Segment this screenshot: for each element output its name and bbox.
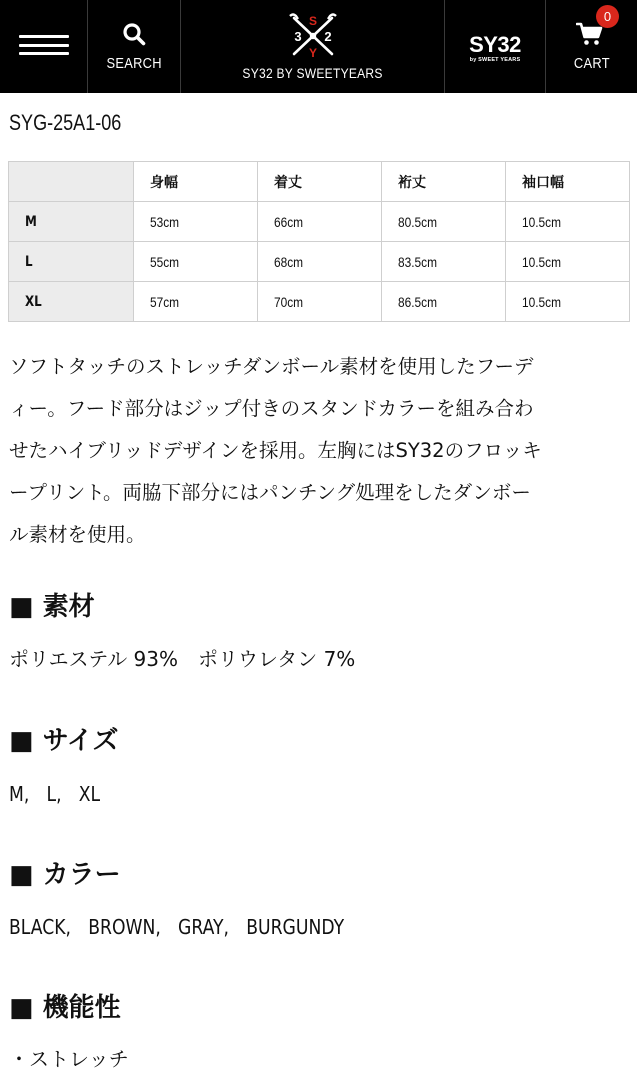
size-value: 10.5cm <box>506 282 630 322</box>
cart-count-badge: 0 <box>596 5 619 28</box>
brand-logo <box>469 34 521 63</box>
product-description <box>9 346 629 556</box>
description-line: ソフトタッチのストレッチダンボール素材を使用したフーデ <box>9 355 534 378</box>
logo-letter-top: S <box>308 13 317 28</box>
size-table <box>8 161 630 322</box>
size-label: M <box>9 202 134 242</box>
function-value: ・ストレッチ <box>9 1047 129 1071</box>
description-line: せたハイブリッドデザインを採用。左胸にはSY32のフロッキ <box>9 439 542 462</box>
site-header <box>0 0 637 93</box>
search-label: SEARCH <box>106 54 162 72</box>
color-heading: ■ カラー <box>9 860 121 890</box>
size-table-header-width: 身幅 <box>134 162 258 202</box>
material-value: ポリエステル 93% ポリウレタン 7% <box>9 647 356 671</box>
brand-logo-link[interactable] <box>445 0 546 93</box>
size-label: L <box>9 242 134 282</box>
size-value: 70cm <box>258 282 382 322</box>
table-row <box>9 202 630 242</box>
size-heading: ■ サイズ <box>9 726 119 756</box>
product-code: SYG-25A1-06 <box>9 110 122 135</box>
size-value-list: M, L, XL <box>9 782 101 806</box>
table-row <box>9 282 630 322</box>
size-value: 66cm <box>258 202 382 242</box>
logo-letter-right: 2 <box>323 28 332 44</box>
hamburger-icon <box>19 35 69 55</box>
size-value: 68cm <box>258 242 382 282</box>
size-table-header-blank <box>9 162 134 202</box>
logo-letter-left: 3 <box>293 28 302 44</box>
size-value: 53cm <box>134 202 258 242</box>
description-line: ィー。フード部分はジップ付きのスタンドカラーを組み合わ <box>9 397 534 420</box>
size-table-header-length: 着丈 <box>258 162 382 202</box>
size-value: 57cm <box>134 282 258 322</box>
logo-label: SY32 BY SWEETYEARS <box>242 64 383 81</box>
brand-logo-main: SY32 <box>469 32 521 57</box>
size-value: 10.5cm <box>506 242 630 282</box>
description-line: ープリント。両脇下部分にはパンチング処理をしたダンボー <box>9 481 531 504</box>
cart-label: CART <box>573 54 610 72</box>
search-button[interactable] <box>88 0 181 93</box>
description-line: ル素材を使用。 <box>9 523 146 546</box>
logo-emblem-icon <box>287 13 339 59</box>
logo-letter-bottom: Y <box>308 45 317 59</box>
cart-button[interactable] <box>546 0 637 93</box>
size-table-header-row <box>9 162 630 202</box>
brand-logo-sub: by SWEET YEARS <box>469 57 521 63</box>
search-icon <box>122 22 146 46</box>
size-value: 83.5cm <box>382 242 506 282</box>
site-logo-link[interactable] <box>181 0 445 93</box>
material-heading: ■ 素材 <box>9 592 95 622</box>
size-value: 55cm <box>134 242 258 282</box>
size-table-header-cuff: 袖口幅 <box>506 162 630 202</box>
size-label: XL <box>9 282 134 322</box>
size-value: 10.5cm <box>506 202 630 242</box>
size-table-header-sleeve: 裄丈 <box>382 162 506 202</box>
color-value-list: BLACK, BROWN, GRAY, BURGUNDY <box>9 915 345 939</box>
menu-button[interactable] <box>0 0 88 93</box>
table-row <box>9 242 630 282</box>
size-value: 80.5cm <box>382 202 506 242</box>
function-heading: ■ 機能性 <box>9 993 121 1023</box>
size-value: 86.5cm <box>382 282 506 322</box>
